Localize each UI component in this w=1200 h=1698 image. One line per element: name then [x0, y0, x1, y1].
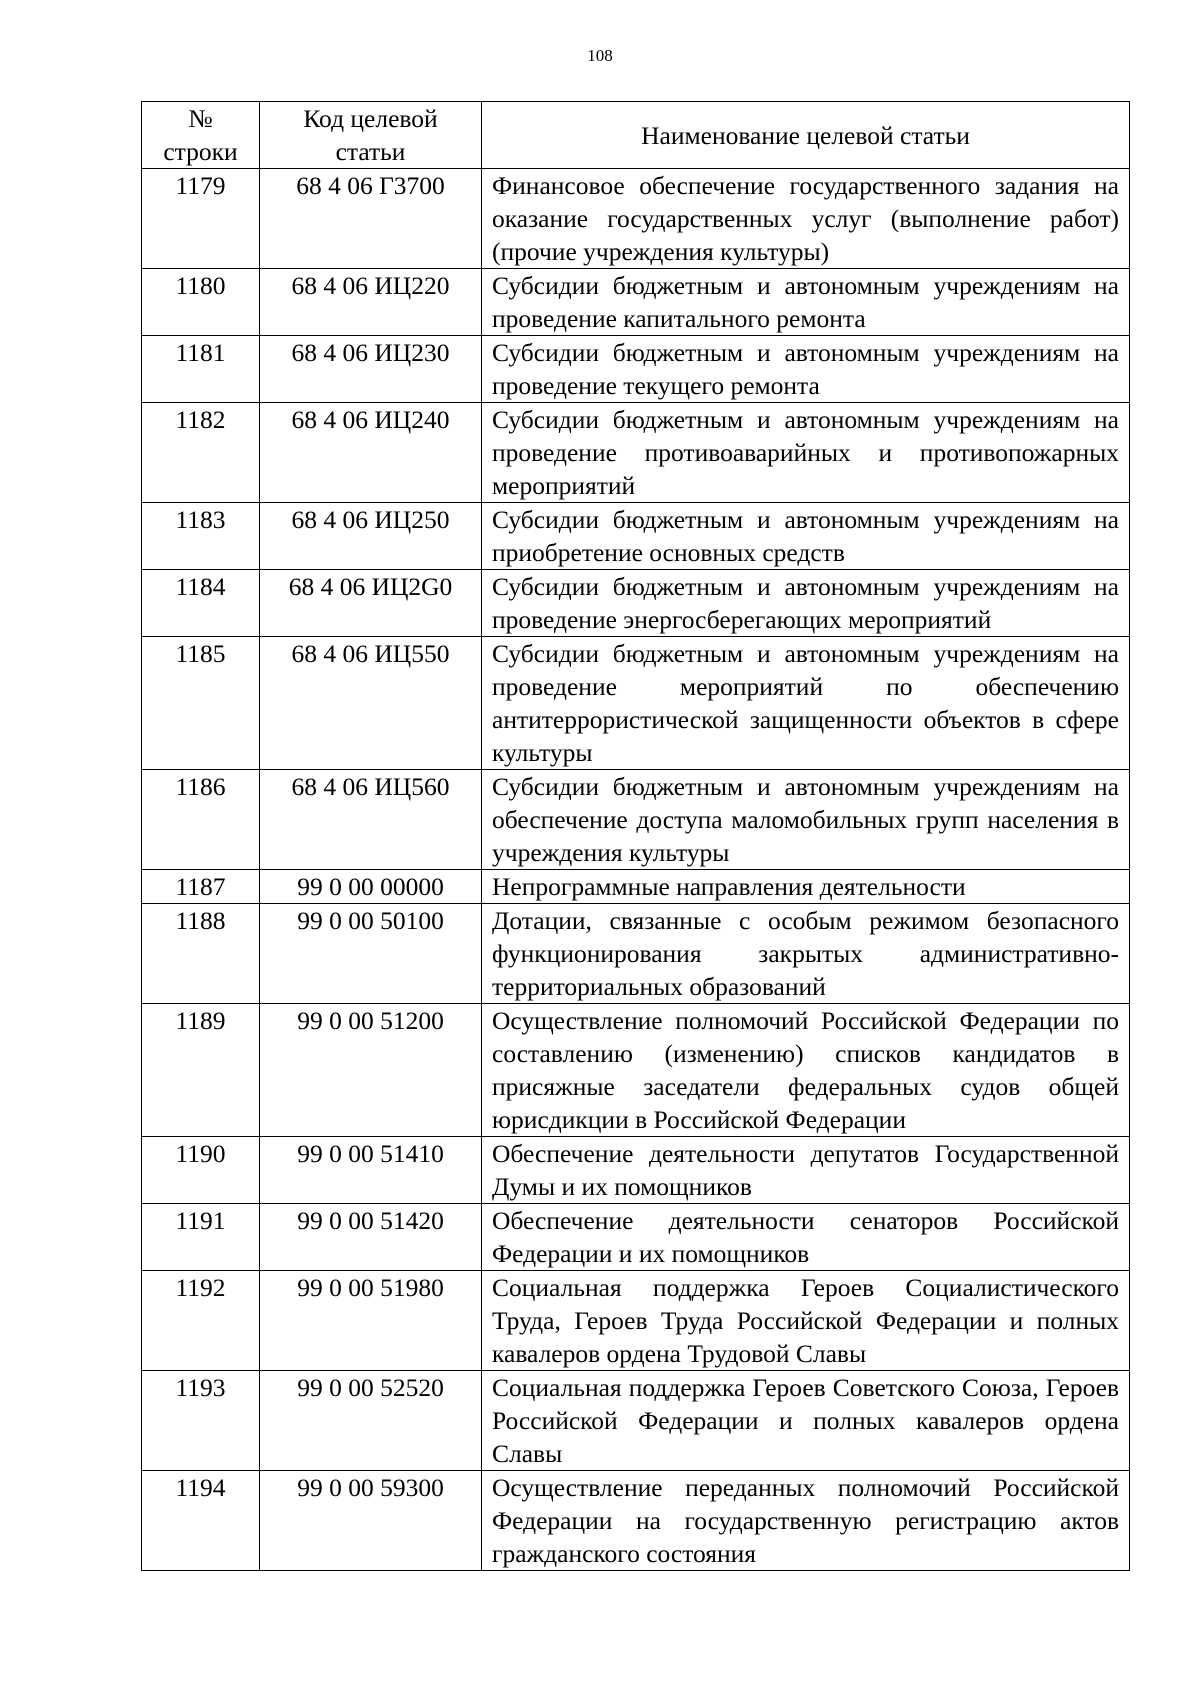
target-code-cell: 99 0 00 52520 — [260, 1371, 482, 1471]
target-name-cell: Дотации, связанные с особым режимом безопасного функционирования закрытых административно-территориальных образований — [482, 904, 1130, 1004]
header-row-number: № строки — [142, 102, 260, 169]
target-code-cell: 99 0 00 50100 — [260, 904, 482, 1004]
target-name-cell: Финансовое обеспечение государственного задания на оказание государственных услуг (выполнение работ) (прочие учреждения культуры) — [482, 169, 1130, 269]
row-number-cell: 1193 — [142, 1371, 260, 1471]
row-number-cell: 1185 — [142, 637, 260, 770]
table-header-row — [142, 102, 1130, 169]
row-number-cell: 1194 — [142, 1471, 260, 1571]
row-number-cell: 1186 — [142, 770, 260, 870]
target-name-cell: Обеспечение деятельности депутатов Государственной Думы и их помощников — [482, 1137, 1130, 1204]
row-number-cell: 1189 — [142, 1004, 260, 1137]
row-number-cell: 1192 — [142, 1271, 260, 1371]
target-name-cell: Субсидии бюджетным и автономным учреждениям на приобретение основных средств — [482, 503, 1130, 570]
target-code-cell: 68 4 06 ИЦ230 — [260, 336, 482, 403]
row-number-cell: 1191 — [142, 1204, 260, 1271]
table-row — [142, 169, 1130, 269]
header-target-name: Наименование целевой статьи — [482, 102, 1130, 169]
target-name-cell: Субсидии бюджетным и автономным учреждениям на проведение энергосберегающих мероприятий — [482, 570, 1130, 637]
table-row — [142, 904, 1130, 1004]
target-name-cell: Субсидии бюджетным и автономным учреждениям на проведение мероприятий по обеспечению антитеррористической защищенности объектов в сфере культуры — [482, 637, 1130, 770]
target-code-cell: 68 4 06 ИЦ2G0 — [260, 570, 482, 637]
target-code-cell: 99 0 00 51200 — [260, 1004, 482, 1137]
row-number-cell: 1181 — [142, 336, 260, 403]
target-code-cell: 68 4 06 ИЦ550 — [260, 637, 482, 770]
table-row — [142, 1204, 1130, 1271]
row-number-cell: 1187 — [142, 870, 260, 904]
target-code-cell: 68 4 06 Г3700 — [260, 169, 482, 269]
table-row — [142, 870, 1130, 904]
target-code-cell: 68 4 06 ИЦ220 — [260, 269, 482, 336]
table-row — [142, 1271, 1130, 1371]
row-number-cell: 1179 — [142, 169, 260, 269]
target-code-cell: 68 4 06 ИЦ560 — [260, 770, 482, 870]
row-number-cell: 1182 — [142, 403, 260, 503]
row-number-cell: 1183 — [142, 503, 260, 570]
table-row — [142, 770, 1130, 870]
table-row — [142, 570, 1130, 637]
target-name-cell: Субсидии бюджетным и автономным учреждениям на проведение капитального ремонта — [482, 269, 1130, 336]
row-number-cell: 1190 — [142, 1137, 260, 1204]
table-row — [142, 1137, 1130, 1204]
target-code-cell: 99 0 00 00000 — [260, 870, 482, 904]
row-number-cell: 1180 — [142, 269, 260, 336]
target-code-cell: 99 0 00 51980 — [260, 1271, 482, 1371]
header-target-code: Код целевой статьи — [260, 102, 482, 169]
target-name-cell: Обеспечение деятельности сенаторов Российской Федерации и их помощников — [482, 1204, 1130, 1271]
target-name-cell: Социальная поддержка Героев Советского Союза, Героев Российской Федерации и полных кавалеров ордена Славы — [482, 1371, 1130, 1471]
table-row — [142, 403, 1130, 503]
table-row — [142, 269, 1130, 336]
table-body — [142, 169, 1130, 1571]
table-row — [142, 336, 1130, 403]
target-name-cell: Субсидии бюджетным и автономным учреждениям на обеспечение доступа маломобильных групп населения в учреждения культуры — [482, 770, 1130, 870]
target-name-cell: Осуществление переданных полномочий Российской Федерации на государственную регистрацию актов гражданского состояния — [482, 1471, 1130, 1571]
target-name-cell: Субсидии бюджетным и автономным учреждениям на проведение противоаварийных и противопожарных мероприятий — [482, 403, 1130, 503]
target-code-cell: 99 0 00 51420 — [260, 1204, 482, 1271]
target-items-table — [141, 101, 1130, 1571]
target-name-cell: Непрограммные направления деятельности — [482, 870, 1130, 904]
target-name-cell: Субсидии бюджетным и автономным учреждениям на проведение текущего ремонта — [482, 336, 1130, 403]
table-row — [142, 637, 1130, 770]
target-code-cell: 99 0 00 51410 — [260, 1137, 482, 1204]
table-row — [142, 1004, 1130, 1137]
target-code-cell: 99 0 00 59300 — [260, 1471, 482, 1571]
target-code-cell: 68 4 06 ИЦ250 — [260, 503, 482, 570]
target-code-cell: 68 4 06 ИЦ240 — [260, 403, 482, 503]
table-row — [142, 503, 1130, 570]
page-number: 108 — [587, 46, 613, 65]
row-number-cell: 1188 — [142, 904, 260, 1004]
target-name-cell: Социальная поддержка Героев Социалистического Труда, Героев Труда Российской Федерации и полных кавалеров ордена Трудовой Славы — [482, 1271, 1130, 1371]
table-row — [142, 1371, 1130, 1471]
row-number-cell: 1184 — [142, 570, 260, 637]
target-name-cell: Осуществление полномочий Российской Федерации по составлению (изменению) списков кандидатов в присяжные заседатели федеральных судов общей юрисдикции в Российской Федерации — [482, 1004, 1130, 1137]
table-row — [142, 1471, 1130, 1571]
